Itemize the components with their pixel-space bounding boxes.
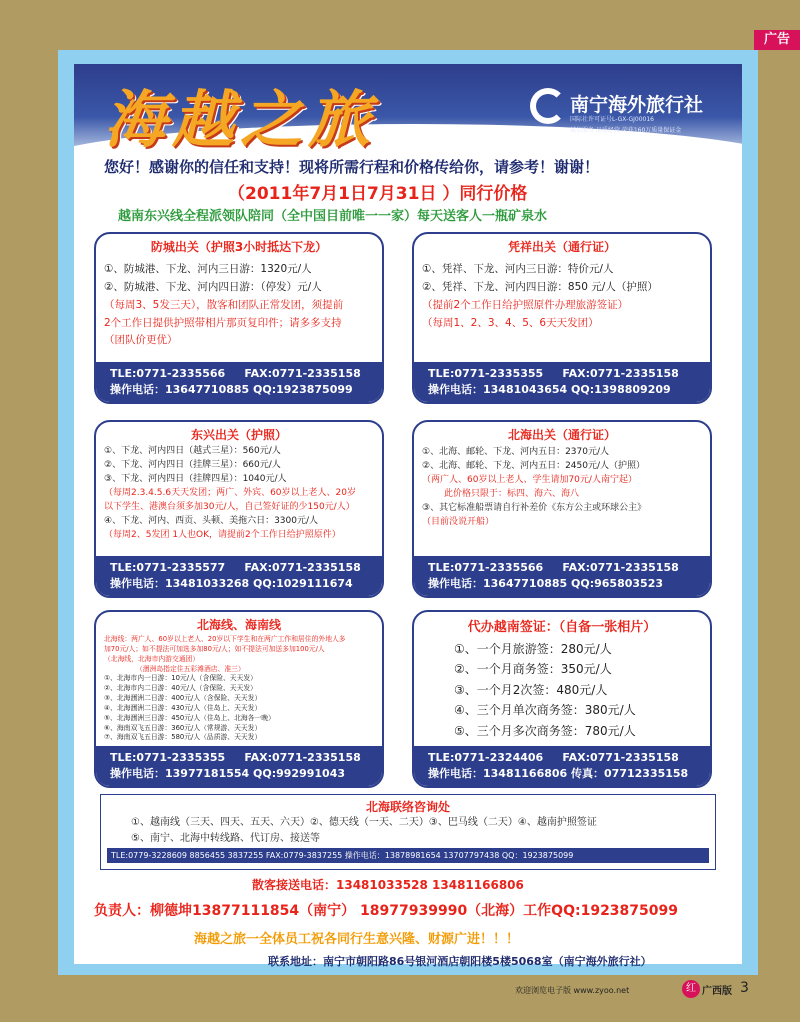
ad-content (74, 64, 742, 964)
blessing-text: 海越之旅一全体员工祝各同行生意兴隆、财源广进！！！ (194, 932, 520, 947)
box-line: ②、防城港、下龙、河内四日游：（停发）元/人 (104, 280, 322, 293)
box-line: ④、下龙、河内、西贡、头顿、美拖六日：3300元/人 (104, 515, 319, 526)
box-title: 防城出关（护照3小时抵达下龙） (150, 240, 328, 254)
agency-slogan: 诚信服务 品质经营 荣获160万质量保证金 (570, 127, 682, 134)
contact-line: ①、越南线（三天、四天、五天、六天）②、德天线（一天、二天）③、巴马线（二天）④、越南护照签证 (131, 817, 597, 828)
contact-title: 北海联络咨询处 (365, 800, 450, 814)
subheadline: 越南东兴线全程派领队陪同（全中国目前唯一一家）每天送客人一瓶矿泉水 (118, 209, 548, 224)
box-title: 东兴出关（护照） (190, 428, 287, 442)
box-title: 北海出关（通行证） (507, 428, 616, 442)
tel-number: TLE:0771-2335566 (110, 367, 226, 381)
website-text: 欢迎浏览电子版 www.zyoo.net (515, 986, 630, 995)
operation-phone: 操作电话：13481033268 QQ:1029111674 (110, 577, 353, 591)
operation-phone: 操作电话：13647710885 QQ:965803523 (428, 577, 664, 591)
operation-phone: 操作电话：13647710885 QQ:1923875099 (110, 383, 353, 397)
box-line: （每周3、5发三天），散客和团队正常发团，须提前 (104, 298, 344, 311)
page-number: 3 (740, 980, 749, 996)
box-line: ②、凭祥、下龙、河内四日游：850 元/人（护照） (422, 280, 658, 293)
route-box-beihai (412, 420, 712, 598)
fax-number: FAX:0771-2335158 (244, 751, 361, 765)
fax-number: FAX:0771-2335158 (244, 367, 361, 381)
box-line: ①、凭祥、下龙、河内三日游：特价元/人 (422, 263, 614, 275)
hong-logo-icon: 红 (682, 980, 700, 998)
box-line: （北海线，北海市内游交通团） (104, 654, 200, 663)
box-line: ⑥、海南双飞五日游：360元/人（常规游、天天发） (104, 723, 262, 732)
contact-line: ⑤、南宁、北海中转线路、代订房、接送等 (131, 833, 320, 844)
box-line: ①、北海、邮轮、下龙、河内五日：2370元/人 (422, 447, 610, 457)
agency-license: 国际社许可证号L-GX-GJ00016 (570, 116, 654, 123)
tel-number: TLE:0771-2335355 (428, 367, 544, 381)
box-footer (96, 556, 382, 596)
box-line: 2个工作日提供护照带相片那页复印件；请多多支持 (104, 316, 342, 329)
box-title: 北海线、海南线 (196, 618, 281, 632)
edition-label: 广西版 (702, 986, 732, 997)
beihai-contact-box (100, 794, 716, 870)
box-footer (96, 746, 382, 786)
box-line: （每周2.3.4.5.6天天发团；两广、外宾、60岁以上老人、20岁 (104, 487, 356, 498)
box-line: ①、下龙、河内四日（越式三星）：560元/人 (104, 446, 281, 456)
ad-tag: 广告 (754, 30, 800, 50)
box-line: 加70元/人；如不提法可加选多加80元/人；如不提法可加送多加100元/人 (104, 644, 325, 653)
pickup-hotline: 散客接送电话：13481033528 13481166806 (252, 878, 524, 892)
box-line: ④、北海涠洲二日游：430元/人（住岛上、天天发） (104, 703, 262, 712)
box-title: 凭祥出关（通行证） (507, 240, 616, 254)
box-line: ①、一个月旅游签：280元/人 (454, 642, 612, 656)
box-title: 代办越南签证：（自备一张相片） (467, 620, 657, 635)
box-footer (414, 362, 710, 402)
box-line: （两广人、60岁以上老人、学生请加70元/人南宁起） (422, 474, 637, 485)
box-footer (96, 362, 382, 402)
tel-number: TLE:0771-2335577 (110, 561, 226, 575)
route-box-fangcheng (94, 232, 384, 404)
box-line: ⑤、北海涠洲三日游：450元/人（住岛上、北海各一晚） (104, 713, 275, 722)
route-box-beihai-hainan (94, 610, 384, 788)
box-line: ①、北海市内一日游：10元/人（含保险、天天发） (104, 674, 257, 683)
operation-phone: 操作电话：13481166806 传真：07712335158 (428, 767, 689, 781)
box-line: （每周1、2、3、4、5、6天天发团） (422, 316, 599, 329)
tel-number: TLE:0771-2335355 (110, 751, 226, 765)
box-line: （涠洲岛指定住五彩滩酒店、准三） (136, 664, 245, 673)
route-box-pingxiang (412, 232, 712, 404)
ad-title: 海越之旅 (104, 83, 377, 156)
box-line: ④、三个月单次商务签：380元/人 (454, 703, 636, 718)
tel-number: TLE:0771-2324406 (428, 751, 544, 765)
box-line: （提前2个工作日给护照原件办理旅游签证） (422, 298, 629, 311)
box-line: ②、下龙、河内四日（挂牌三星）：660元/人 (104, 459, 281, 470)
box-line: ③、其它标准船票请自行补差价《东方公主或环球公主》 (422, 502, 647, 513)
route-box-dongxing (94, 420, 384, 598)
box-line: 此价格只限于：标四、海六、海八 (444, 488, 580, 499)
footer-bar (0, 975, 800, 1022)
box-footer (414, 746, 710, 786)
agency-name: 南宁海外旅行社 (570, 94, 704, 116)
box-line: 北海线：两广人、60岁以上老人、20岁以下学生和在两广工作和居住的外地人多 (104, 635, 346, 643)
box-line: ①、防城港、下龙、河内三日游：1320元/人 (104, 263, 312, 275)
box-line: ②、北海市内二日游：40元/人（含保险、天天发） (104, 684, 257, 693)
box-line: ③、北海涠洲二日游：400元/人（含保险、天天发） (104, 694, 262, 703)
contact-address: 联系地址：南宁市朝阳路86号银河酒店朝阳楼5楼5068室（南宁海外旅行社） (268, 955, 652, 968)
price-period: （2011年7月1日7月31日 ）同行价格 (228, 184, 528, 204)
box-line: ③、下龙、河内四日（挂牌四星）：1040元/人 (104, 473, 287, 484)
greeting: 您好！感谢你的信任和支持！现将所需行程和价格传给你，请参考！谢谢！ (104, 158, 600, 176)
box-line: （每周2、5发团 1人也OK，请提前2个工作日给护照原件） (104, 529, 341, 540)
box-line: （团队价更优） (104, 334, 178, 347)
visa-box (412, 610, 712, 788)
contact-phone-bar: TLE:0779-3228609 8856455 3837255 FAX:0779-3837255 操作电话：13878981654 13707797438 QQ：1923875099 (107, 848, 709, 863)
box-footer (414, 556, 710, 596)
box-line: ②、一个月商务签：350元/人 (454, 662, 612, 677)
box-line: ③、一个月2次签：480元/人 (454, 682, 608, 697)
fax-number: FAX:0771-2335158 (244, 561, 361, 575)
fax-number: FAX:0771-2335158 (562, 561, 679, 575)
box-line: （目前没说开船） (422, 516, 495, 527)
box-line: ⑦、海南双飞五日游：580元/人（品质游、天天发） (104, 733, 262, 742)
operation-phone: 操作电话：13977181554 QQ:992991043 (110, 767, 346, 781)
box-line: ⑤、三个月多次商务签：780元/人 (454, 723, 636, 738)
box-line: 以下学生、港澳台须多加30元/人，自己签好证的少150元/人） (104, 501, 355, 512)
banner (74, 64, 742, 160)
fax-number: FAX:0771-2335158 (562, 751, 679, 765)
agency-logo-icon (530, 88, 566, 124)
tel-number: TLE:0771-2335566 (428, 561, 544, 575)
box-line: ②、北海、邮轮、下龙、河内五日：2450元/人（护照） (422, 460, 646, 471)
manager-contact: 负责人：柳德坤13877111854（南宁） 18977939990（北海）工作QQ:1923875099 (94, 903, 678, 919)
fax-number: FAX:0771-2335158 (562, 367, 679, 381)
operation-phone: 操作电话：13481043654 QQ:1398809209 (428, 383, 671, 397)
